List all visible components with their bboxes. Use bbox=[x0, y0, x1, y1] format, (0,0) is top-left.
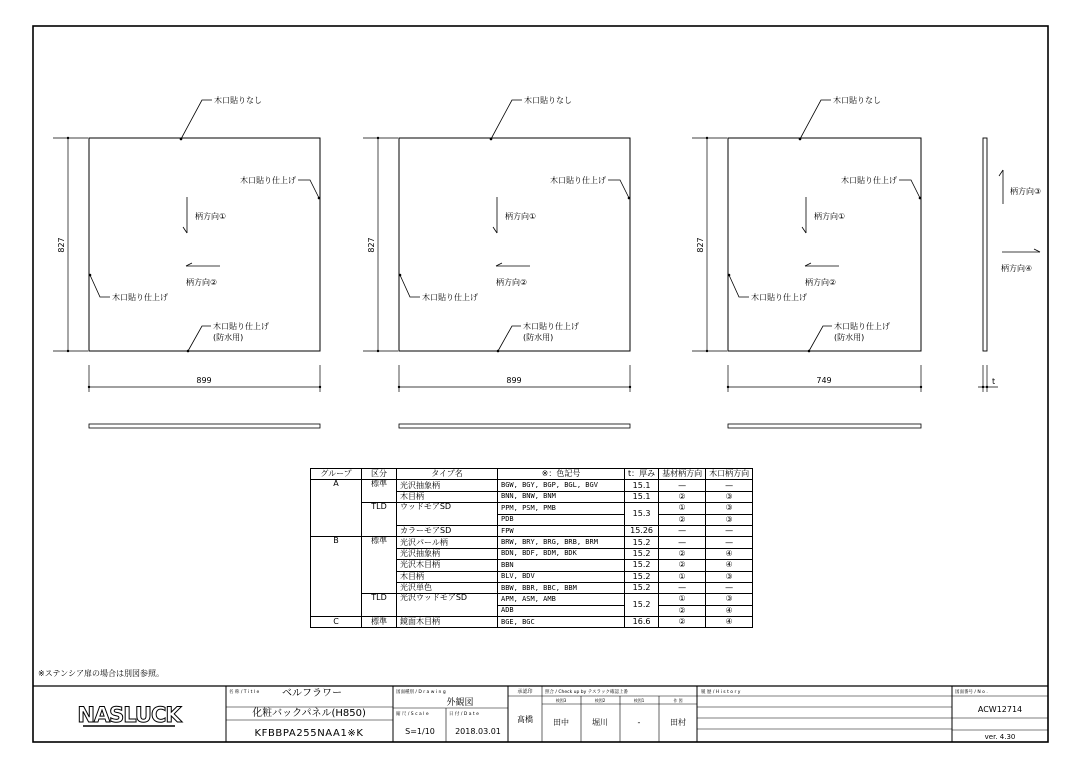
col-base-grain: 基材柄方向 bbox=[659, 469, 706, 480]
label-edge-left-1: 木口貼り仕上げ bbox=[112, 293, 168, 302]
color-cell: PDB bbox=[498, 514, 625, 525]
grain-2-label-2: 柄方向② bbox=[496, 278, 528, 287]
table-row bbox=[311, 617, 753, 628]
table-row bbox=[311, 594, 753, 605]
width-dim-1: 899 bbox=[196, 376, 212, 385]
panel-side-view bbox=[978, 138, 1041, 392]
thickness-cell: 15.3 bbox=[625, 503, 659, 526]
drawing-type-label: 図面種別 / D r a w i n g bbox=[396, 690, 446, 695]
table-row bbox=[311, 503, 753, 514]
edge-grain-cell: ④ bbox=[706, 617, 753, 628]
scale-label: 縮 尺 / S c a l e bbox=[396, 712, 429, 717]
scale-value: S=1/10 bbox=[405, 727, 435, 736]
width-dim-3: 749 bbox=[816, 376, 832, 385]
base-grain-cell: ② bbox=[659, 605, 706, 616]
check-col-3: 検図1 bbox=[633, 698, 645, 703]
height-dim-3: 827 bbox=[696, 237, 705, 253]
grain-1-label-3: 柄方向① bbox=[814, 212, 846, 221]
panel-front-2 bbox=[363, 95, 631, 428]
history-label: 履 歴 / H i s t o r y bbox=[701, 690, 741, 695]
base-grain-cell: — bbox=[659, 537, 706, 548]
panel-front-3 bbox=[692, 95, 922, 428]
check-col-4: 作 図 bbox=[673, 698, 683, 703]
base-grain-cell: ② bbox=[659, 548, 706, 559]
drawing-number: ACW12714 bbox=[977, 705, 1023, 714]
label-edge-right-2: 木口貼り仕上げ bbox=[550, 176, 606, 185]
thickness-cell: 15.1 bbox=[625, 480, 659, 491]
col-edge-grain: 木口柄方向 bbox=[706, 469, 753, 480]
col-group: グループ bbox=[311, 469, 362, 480]
edge-grain-cell: ③ bbox=[706, 503, 753, 514]
company-logo: NASLUCK bbox=[77, 703, 181, 727]
thickness-cell: 15.2 bbox=[625, 537, 659, 548]
grain-2-label-3: 柄方向② bbox=[805, 278, 837, 287]
color-cell: APM, ASM, AMB bbox=[498, 594, 625, 605]
label-edge-bottom-2: 木口貼り仕上げ bbox=[523, 322, 579, 331]
type-cell: 光沢木目柄 bbox=[397, 560, 498, 571]
category-cell: 標準 bbox=[362, 480, 397, 503]
thickness-cell: 15.2 bbox=[625, 560, 659, 571]
drawing-type: 外観図 bbox=[446, 698, 474, 708]
col-type: タイプ名 bbox=[397, 469, 498, 480]
category-cell: TLD bbox=[362, 503, 397, 537]
edge-grain-cell: — bbox=[706, 525, 753, 536]
height-dim-2: 827 bbox=[367, 237, 376, 253]
base-grain-cell: ② bbox=[659, 560, 706, 571]
check-label: 照合 / Check up by テスラック確認上番 bbox=[545, 690, 628, 695]
base-grain-cell: ② bbox=[659, 491, 706, 502]
version: ver. 4.30 bbox=[984, 733, 1016, 741]
category-cell: 標準 bbox=[362, 617, 397, 628]
col-thickness: t：厚み bbox=[625, 469, 659, 480]
type-cell: 木目柄 bbox=[397, 571, 498, 582]
color-cell: ADB bbox=[498, 605, 625, 616]
edge-grain-cell: ③ bbox=[706, 594, 753, 605]
thickness-cell: 16.6 bbox=[625, 617, 659, 628]
label-waterproof-2: (防水用) bbox=[523, 333, 554, 342]
spec-table bbox=[310, 468, 753, 628]
base-grain-cell: ① bbox=[659, 594, 706, 605]
label-no-edge-1: 木口貼りなし bbox=[214, 96, 262, 105]
edge-grain-cell: ③ bbox=[706, 571, 753, 582]
title-label: 名 称 / T i t l e bbox=[229, 690, 260, 695]
checker-2: 堀川 bbox=[592, 718, 608, 727]
base-grain-cell: ① bbox=[659, 503, 706, 514]
category-cell: 標準 bbox=[362, 537, 397, 594]
product-subtitle: 化粧バックパネル(H850) bbox=[252, 708, 366, 719]
panel-front-1 bbox=[53, 95, 321, 428]
label-edge-left-3: 木口貼り仕上げ bbox=[751, 293, 807, 302]
grain-4-label: 柄方向④ bbox=[1001, 264, 1033, 273]
base-grain-cell: ① bbox=[659, 571, 706, 582]
edge-grain-cell: ④ bbox=[706, 560, 753, 571]
label-no-edge-2: 木口貼りなし bbox=[524, 96, 572, 105]
grain-1-label-1: 柄方向① bbox=[195, 212, 227, 221]
check-col-1: 検図3 bbox=[555, 698, 567, 703]
type-cell: 光沢抽象柄 bbox=[397, 480, 498, 491]
edge-grain-cell: — bbox=[706, 582, 753, 593]
edge-grain-cell: ④ bbox=[706, 605, 753, 616]
grain-1-label-2: 柄方向① bbox=[505, 212, 537, 221]
color-cell: BBW, BBR, BBC, BBM bbox=[498, 582, 625, 593]
grain-3-label: 柄方向③ bbox=[1010, 187, 1042, 196]
thickness-cell: 15.2 bbox=[625, 548, 659, 559]
color-cell: FPW bbox=[498, 525, 625, 536]
base-grain-cell: — bbox=[659, 525, 706, 536]
edge-grain-cell: ③ bbox=[706, 514, 753, 525]
thickness-cell: 15.2 bbox=[625, 582, 659, 593]
group-cell: C bbox=[311, 617, 362, 628]
col-color-code: ※：色記号 bbox=[498, 469, 625, 480]
edge-grain-cell: ④ bbox=[706, 548, 753, 559]
color-cell: BDN, BDF, BDM, BDK bbox=[498, 548, 625, 559]
date-label: 日 付 / D a t e bbox=[449, 712, 479, 717]
edge-grain-cell: — bbox=[706, 480, 753, 491]
check-col-2: 検図2 bbox=[594, 698, 606, 703]
group-cell: B bbox=[311, 537, 362, 617]
label-edge-left-2: 木口貼り仕上げ bbox=[422, 293, 478, 302]
date-value: 2018.03.01 bbox=[455, 727, 501, 736]
thickness-cell: 15.2 bbox=[625, 571, 659, 582]
type-cell: ウッドモアSD bbox=[397, 503, 498, 526]
label-waterproof-1: (防水用) bbox=[213, 333, 244, 342]
table-row bbox=[311, 480, 753, 491]
product-name: ベルフラワー bbox=[282, 688, 342, 699]
type-cell: 光沢パール柄 bbox=[397, 537, 498, 548]
checker-4: 田村 bbox=[670, 718, 686, 727]
thickness-cell: 15.1 bbox=[625, 491, 659, 502]
edge-grain-cell: ③ bbox=[706, 491, 753, 502]
color-cell: BNN, BNW, BNM bbox=[498, 491, 625, 502]
type-cell: カラーモアSD bbox=[397, 525, 498, 536]
thickness-cell: 15.2 bbox=[625, 594, 659, 617]
checker-3: - bbox=[637, 718, 641, 727]
checker-1: 田中 bbox=[553, 718, 569, 727]
base-grain-cell: — bbox=[659, 480, 706, 491]
col-category: 区分 bbox=[362, 469, 397, 480]
base-grain-cell: — bbox=[659, 582, 706, 593]
label-edge-bottom-1: 木口貼り仕上げ bbox=[213, 322, 269, 331]
color-cell: BLV, BDV bbox=[498, 571, 625, 582]
drawing-no-label: 図面番号 / N o . bbox=[955, 690, 988, 695]
thickness-dim: t bbox=[992, 377, 996, 386]
model-number: KFBBPA255NAA1※K bbox=[254, 728, 364, 739]
color-cell: PPM, PSM, PMB bbox=[498, 503, 625, 514]
table-row bbox=[311, 537, 753, 548]
color-cell: BBN bbox=[498, 560, 625, 571]
type-cell: 鏡面木目柄 bbox=[397, 617, 498, 628]
edge-grain-cell: — bbox=[706, 537, 753, 548]
label-edge-right-3: 木口貼り仕上げ bbox=[841, 176, 897, 185]
base-grain-cell: ② bbox=[659, 514, 706, 525]
group-cell: A bbox=[311, 480, 362, 537]
type-cell: 光沢単色 bbox=[397, 582, 498, 593]
height-dim-1: 827 bbox=[57, 237, 66, 253]
label-waterproof-3: (防水用) bbox=[834, 333, 865, 342]
approval-label: 承認印 bbox=[517, 689, 533, 695]
grain-2-label-1: 柄方向② bbox=[186, 278, 218, 287]
type-cell: 光沢ウッドモアSD bbox=[397, 594, 498, 617]
color-cell: BGE, BGC bbox=[498, 617, 625, 628]
label-edge-bottom-3: 木口貼り仕上げ bbox=[834, 322, 890, 331]
type-cell: 木目柄 bbox=[397, 491, 498, 502]
sheet-border bbox=[33, 26, 1048, 742]
type-cell: 光沢抽象柄 bbox=[397, 548, 498, 559]
label-edge-right-1: 木口貼り仕上げ bbox=[240, 176, 296, 185]
color-cell: BGW, BGY, BGP, BGL, BGV bbox=[498, 480, 625, 491]
base-grain-cell: ② bbox=[659, 617, 706, 628]
width-dim-2: 899 bbox=[506, 376, 522, 385]
approver-name: 髙橋 bbox=[517, 715, 533, 724]
footnote: ※ステンシア扉の場合は別図参照。 bbox=[38, 669, 164, 678]
thickness-cell: 15.26 bbox=[625, 525, 659, 536]
label-no-edge-3: 木口貼りなし bbox=[833, 96, 881, 105]
title-block bbox=[33, 686, 1048, 742]
color-cell: BRW, BRY, BRG, BRB, BRM bbox=[498, 537, 625, 548]
category-cell: TLD bbox=[362, 594, 397, 617]
